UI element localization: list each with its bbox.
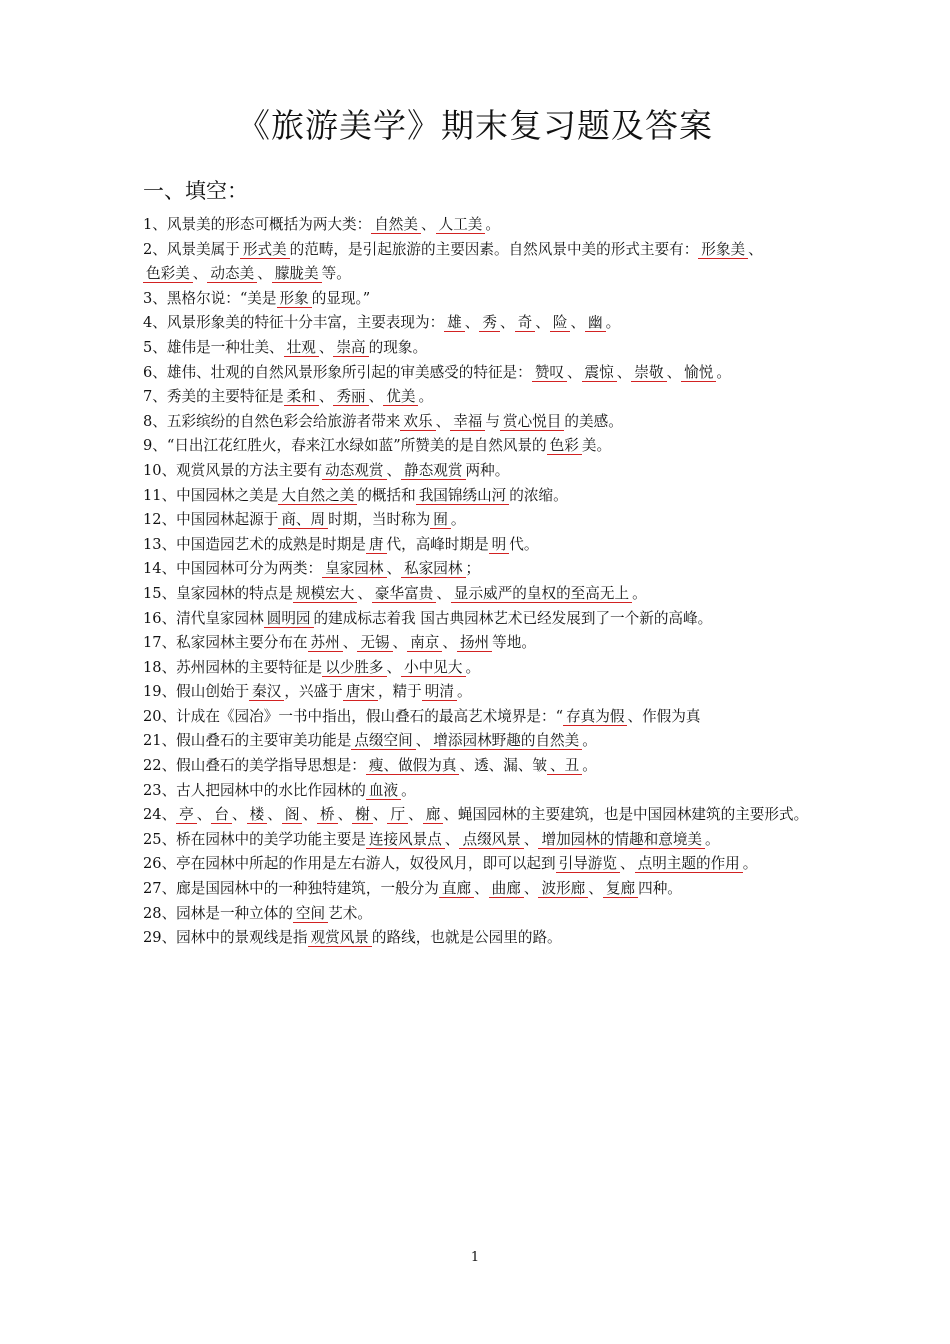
question-text: 、: [535, 314, 550, 332]
answer-blank: 显示威严的皇权的至高无上: [451, 585, 632, 603]
question-text: 22、假山叠石的美学指导思想是：: [143, 757, 366, 775]
answer-blank: 静态观赏: [401, 462, 465, 480]
answer-blank: 南京: [407, 634, 442, 652]
question-text: 、: [442, 634, 457, 652]
question-text: ；: [465, 560, 481, 578]
answer-blank: 幽: [585, 314, 606, 332]
answer-blank: 波形廊: [538, 880, 588, 898]
question-text: 24、: [143, 806, 177, 824]
question-text: 10、观赏风景的方法主要有: [143, 461, 323, 479]
question-text: 。: [742, 855, 758, 873]
question-text: 2、风景美属于: [143, 240, 240, 258]
answer-blank: 动态观赏: [322, 462, 386, 480]
question-text: 28、园林是一种立体的: [143, 904, 293, 922]
question-text: 、: [318, 338, 334, 356]
question-text: 、: [257, 265, 272, 283]
question-item: [143, 926, 809, 951]
question-text: 。: [632, 584, 647, 602]
question-item: [143, 754, 809, 779]
answer-blank: 商、周: [278, 511, 328, 529]
question-text: 15、皇家园林的特点是: [143, 584, 293, 602]
question-item: [143, 902, 809, 927]
question-item: [143, 287, 809, 312]
question-item: [143, 385, 809, 410]
question-item: [143, 729, 809, 754]
question-text: 美。: [581, 437, 612, 455]
question-item: [143, 434, 809, 459]
question-text: 、: [500, 314, 515, 332]
answer-blank: 以少胜多: [322, 659, 386, 677]
answer-blank: 赞叹: [532, 364, 567, 382]
answer-blank: 阁: [282, 806, 303, 824]
question-text: 、: [666, 363, 682, 381]
question-text: 、: [464, 314, 480, 332]
question-text: 、: [318, 388, 334, 406]
question-text: 8、五彩缤纷的自然色彩会给旅游者带来: [143, 412, 401, 430]
question-text: 。: [716, 363, 731, 381]
section-heading: 一、填空：: [143, 179, 248, 203]
question-item: [143, 852, 809, 877]
question-text: 代，高峰时期是: [386, 535, 489, 553]
question-item: [143, 680, 809, 705]
question-text: 29、园林中的景观线是指: [143, 929, 308, 947]
question-text: 、: [436, 584, 451, 602]
question-text: 、: [570, 314, 586, 332]
answer-blank: 优美: [383, 388, 418, 406]
answer-blank: 空间: [293, 905, 328, 923]
question-text: 的范畴，是引起旅游的主要因素。自然风景中美的形式主要有：: [289, 240, 699, 258]
answer-blank: 皇家园林: [322, 560, 386, 578]
question-text: 、: [588, 880, 603, 898]
answer-blank: 点缀空间: [351, 732, 415, 750]
question-text: 23、古人把园林中的水比作园林的: [143, 781, 366, 799]
question-text: 、作假为真: [627, 707, 701, 725]
answer-blank: 圆明园: [264, 610, 314, 628]
answer-blank: 亭: [176, 806, 197, 824]
question-text: 的路线，也就是公园里的路。: [371, 929, 562, 947]
question-item: [143, 311, 809, 336]
question-text: 11、中国园林之美是: [143, 486, 279, 504]
question-text: 、: [342, 634, 358, 652]
question-text: 20、计成在《园冶》一书中指出，假山叠石的最高艺术境界是：“: [143, 707, 564, 725]
question-text: 12、中国园林起源于: [143, 511, 279, 529]
question-text: ，兴盛于: [284, 683, 343, 701]
question-text: 27、廊是国园林中的一种独特建筑，一般分为: [143, 880, 439, 898]
question-text: 、: [196, 806, 212, 824]
answer-blank: 曲廊: [489, 880, 524, 898]
question-text: 。: [705, 830, 720, 848]
question-text: 。: [456, 683, 472, 701]
question-text: 6、雄伟、壮观的自然风景形象所引起的审美感受的特征是：: [143, 363, 532, 381]
question-text: 、透、漏、皱: [459, 757, 548, 775]
answer-blank: 人工美: [436, 216, 486, 234]
answer-blank: 崇敬: [631, 364, 666, 382]
question-item: [143, 484, 809, 509]
answer-blank: 增添园林野趣的自然美: [430, 732, 582, 750]
question-text: 、: [232, 806, 247, 824]
question-text: 、: [386, 560, 402, 578]
answer-blank: 私家园林: [401, 560, 465, 578]
question-item: [143, 410, 809, 435]
answer-blank: 台: [211, 806, 232, 824]
question-item: [143, 631, 809, 656]
question-text: 、蝇国园林的主要建筑，也是中国园林建筑的主要形式。: [443, 806, 809, 824]
question-text: 、: [444, 830, 460, 848]
question-text: 、: [748, 240, 763, 258]
question-text: 。: [605, 314, 621, 332]
answer-blank: 欢乐: [400, 413, 435, 431]
question-item: [143, 779, 809, 804]
answer-blank: 秀: [479, 314, 500, 332]
answer-blank: 形式美: [240, 241, 290, 259]
answer-blank: 厅: [387, 806, 408, 824]
answer-blank: 囿: [430, 511, 451, 529]
question-item: [143, 336, 809, 361]
answer-blank: 楼: [247, 806, 268, 824]
answer-blank: 形象: [277, 290, 312, 308]
answer-blank: 苏州: [308, 634, 343, 652]
question-item: [143, 705, 809, 730]
answer-blank: 壮观: [284, 339, 319, 357]
answer-blank: 唐: [366, 536, 387, 554]
question-text: 5、雄伟是一种壮美、: [143, 338, 284, 356]
page-number: 1: [470, 1250, 480, 1265]
answer-blank: 无锡: [357, 634, 392, 652]
answer-blank: 形象美: [698, 241, 748, 259]
answer-blank: 秀丽: [333, 388, 368, 406]
question-item: [143, 877, 809, 902]
answer-blank: 柔和: [284, 388, 319, 406]
question-text: 的现象。: [368, 338, 428, 356]
question-item: [143, 533, 809, 558]
question-text: 、: [368, 388, 384, 406]
question-text: 。: [582, 732, 597, 750]
question-text: 时期，当时称为: [328, 511, 431, 529]
question-item: [143, 803, 809, 828]
question-text: 、: [523, 830, 539, 848]
question-item: [143, 361, 809, 386]
question-text: 、: [474, 880, 489, 898]
question-text: 的建成标志着我 国古典园林艺术已经发展到了一个新的高峰。: [313, 609, 713, 627]
question-text: 、: [566, 363, 582, 381]
question-item: [143, 828, 809, 853]
question-item: [143, 238, 809, 287]
question-text: 等。: [321, 265, 351, 283]
answer-blank: 明清: [422, 683, 457, 701]
question-text: 9、“日出江花红胜火，春来江水绿如蓝”所赞美的是自然风景的: [143, 437, 547, 455]
answer-blank: 险: [550, 314, 571, 332]
answer-blank: 色彩: [547, 437, 582, 455]
answer-blank: 复廊: [603, 880, 638, 898]
answer-blank: 震惊: [582, 364, 617, 382]
answer-blank: 小中见大: [401, 659, 465, 677]
question-item: [143, 213, 809, 238]
answer-blank: 愉悦: [681, 364, 716, 382]
answer-blank: 秦汉: [249, 683, 284, 701]
question-text: 7、秀美的主要特征是: [143, 388, 284, 406]
answer-blank: 榭: [352, 806, 373, 824]
question-text: 13、中国造园艺术的成熟是时期是: [143, 535, 366, 553]
answer-blank: 动态美: [207, 265, 257, 283]
question-text: 25、桥在园林中的美学功能主要是: [143, 830, 366, 848]
answer-blank: 存真为假: [563, 708, 627, 726]
answer-blank: 幸福: [450, 413, 485, 431]
question-text: 16、清代皇家园林: [143, 609, 264, 627]
answer-blank: 桥: [317, 806, 338, 824]
question-text: 26、亭在园林中所起的作用是左右游人，奴役风月，即可以起到: [143, 855, 556, 873]
question-text: 代。: [509, 535, 539, 553]
answer-blank: 我国锦绣山河: [416, 487, 510, 505]
answer-blank: 色彩美: [143, 265, 193, 283]
question-item: [143, 557, 809, 582]
question-text: 、: [415, 732, 431, 750]
question-text: 与: [485, 412, 501, 430]
answer-blank: 增加园林的情趣和意境美: [538, 831, 705, 849]
question-text: 等地。: [492, 634, 536, 652]
answer-blank: 唐宋: [343, 683, 378, 701]
answer-blank: 明: [489, 536, 510, 554]
answer-blank: 赏心悦目: [500, 413, 564, 431]
answer-blank: 、丑: [547, 757, 582, 775]
question-text: 17、私家园林主要分布在: [143, 634, 308, 652]
question-text: 、: [421, 216, 436, 233]
question-text: 四种。: [638, 880, 682, 898]
answer-blank: 引导游览: [556, 855, 620, 873]
question-text: 、: [192, 265, 208, 283]
question-text: 、: [620, 855, 635, 873]
question-text: 两种。: [465, 461, 510, 479]
answer-blank: 朦胧美: [272, 265, 322, 283]
question-text: 的浓缩。: [509, 486, 568, 504]
answer-blank: 直廊: [439, 880, 474, 898]
question-text: 。: [485, 216, 501, 233]
question-text: 、: [372, 806, 388, 824]
question-text: ，精于: [377, 683, 422, 701]
question-text: 。: [418, 388, 434, 406]
answer-blank: 观赏风景: [308, 929, 372, 947]
question-text: 、: [386, 461, 402, 479]
question-text: 。: [582, 757, 597, 775]
question-text: 。: [450, 511, 466, 529]
question-item: [143, 656, 809, 681]
question-text: 。: [465, 658, 481, 676]
answer-blank: 瘦、做假为真: [366, 757, 460, 775]
question-text: 、: [267, 806, 282, 824]
answer-blank: 雄: [444, 314, 465, 332]
question-item: [143, 459, 809, 484]
answer-blank: 扬州: [457, 634, 492, 652]
question-item: [143, 582, 809, 607]
question-text: 21、假山叠石的主要审美功能是: [143, 732, 352, 750]
question-text: 、: [337, 806, 353, 824]
answer-blank: 血液: [366, 782, 401, 800]
question-text: 、: [408, 806, 423, 824]
answer-blank: 豪华富贵: [372, 585, 436, 603]
question-text: 艺术。: [328, 904, 372, 922]
answer-blank: 崇高: [333, 339, 368, 357]
answer-blank: 大自然之美: [278, 487, 357, 505]
answer-blank: 点明主题的作用: [635, 855, 743, 873]
answer-blank: 廊: [423, 806, 444, 824]
question-item: [143, 508, 809, 533]
answer-blank: 奇: [515, 314, 536, 332]
question-text: 。: [401, 781, 416, 799]
question-text: 4、风景形象美的特征十分丰富，主要表现为：: [143, 314, 445, 332]
question-text: 、: [357, 584, 372, 602]
question-list: [143, 213, 809, 951]
document-title: 《旅游美学》期末复习题及答案: [237, 106, 713, 145]
question-text: 18、苏州园林的主要特征是: [143, 658, 323, 676]
question-item: [143, 607, 809, 632]
question-text: 、: [302, 806, 318, 824]
question-text: 、: [435, 412, 451, 430]
question-text: 3、黑格尔说：“美是: [143, 289, 277, 307]
question-text: 的概括和: [357, 486, 416, 504]
question-text: 、: [616, 363, 632, 381]
question-text: 、: [392, 634, 408, 652]
question-text: 的显现。”: [311, 289, 371, 307]
answer-blank: 点缀风景: [459, 831, 523, 849]
question-text: 19、假山创始于: [143, 683, 250, 701]
answer-blank: 自然美: [371, 216, 421, 234]
question-text: 1、风景美的形态可概括为两大类：: [143, 216, 372, 233]
question-text: 、: [386, 658, 402, 676]
question-text: 14、中国园林可分为两类：: [143, 560, 323, 578]
question-text: 的美感。: [564, 412, 623, 430]
question-text: 、: [523, 880, 539, 898]
answer-blank: 连接风景点: [366, 831, 445, 849]
answer-blank: 规模宏大: [293, 585, 357, 603]
